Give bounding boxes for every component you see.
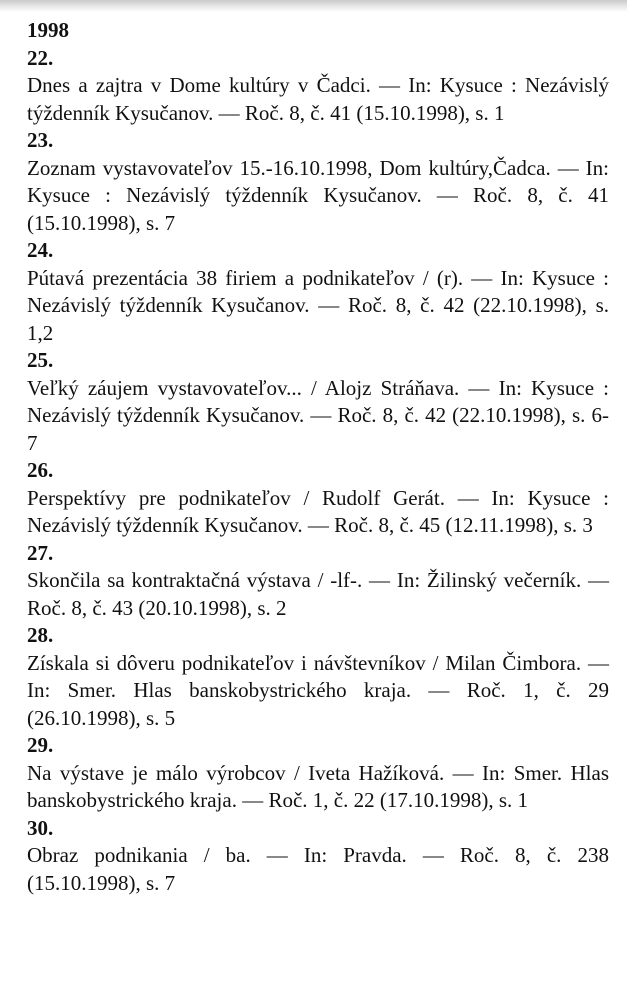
- entry-citation: Zoznam vystavovateľov 15.-16.10.1998, Dom kultúry,Čadca. — In: Kysuce : Nezávislý týždenník Kysučanov. — Roč. 8, č. 41 (15.10.1998), s. 7: [27, 155, 609, 235]
- entry-citation: Veľký záujem vystavovateľov... / Alojz Stráňava. — In: Kysuce : Nezávislý týždenník Kysučanov. — Roč. 8, č. 42 (22.10.1998), s. 6-7: [27, 375, 609, 455]
- entry-number: 28.: [27, 623, 54, 647]
- entry-citation: Dnes a zajtra v Dome kultúry v Čadci. — In: Kysuce : Nezávislý týždenník Kysučanov. — Roč. 8, č. 41 (15.10.1998), s. 1: [27, 73, 609, 125]
- entry-citation: Získala si dôveru podnikateľov i návštevníkov / Milan Čimbora. — In: Smer. Hlas banskobystrického kraja. — Roč. 1, č. 29 (26.10.1998), s. 5: [27, 650, 609, 730]
- entry-citation: Obraz podnikania / ba. — In: Pravda. — Roč. 8, č. 238 (15.10.1998), s. 7: [27, 843, 609, 895]
- bibliography-entry: [27, 815, 609, 898]
- entry-number: 26.: [27, 458, 54, 482]
- bibliography-list: [27, 17, 609, 897]
- bibliography-entry: [27, 622, 609, 732]
- bibliography-entry: [27, 127, 609, 237]
- bibliography-entry: [27, 347, 609, 457]
- entry-number: 22.: [27, 45, 54, 70]
- bibliography-entry: [27, 732, 609, 815]
- entry-number: 27.: [27, 540, 54, 565]
- entry-number: 24.: [27, 238, 54, 262]
- entry-citation: Pútavá prezentácia 38 firiem a podnikateľov / (r). — In: Kysuce : Nezávislý týždenník Kysučanov. — Roč. 8, č. 42 (22.10.1998), s. 1,2: [27, 265, 609, 345]
- bibliography-entry: [27, 540, 609, 623]
- entry-number: 25.: [27, 348, 54, 372]
- entry-number: 29.: [27, 733, 54, 757]
- entry-citation: Skončila sa kontraktačná výstava / -lf-. — In: Žilinský večerník. — Roč. 8, č. 43 (20.10.1998), s. 2: [27, 568, 609, 620]
- entry-number: 30.: [27, 815, 54, 840]
- bibliography-entry: [27, 45, 609, 128]
- bibliography-entry: [27, 237, 609, 347]
- year-heading: 1998: [27, 18, 69, 42]
- bibliography-entry: [27, 457, 609, 540]
- entry-citation: Perspektívy pre podnikateľov / Rudolf Gerát. — In: Kysuce : Nezávislý týždenník Kysučanov. — Roč. 8, č. 45 (12.11.1998), s. 3: [27, 485, 609, 537]
- top-shadow-divider: [0, 0, 627, 12]
- entry-number: 23.: [27, 128, 54, 152]
- entry-citation: Na výstave je málo výrobcov / Iveta Hažíková. — In: Smer. Hlas banskobystrického kraja. — Roč. 1, č. 22 (17.10.1998), s. 1: [27, 760, 609, 812]
